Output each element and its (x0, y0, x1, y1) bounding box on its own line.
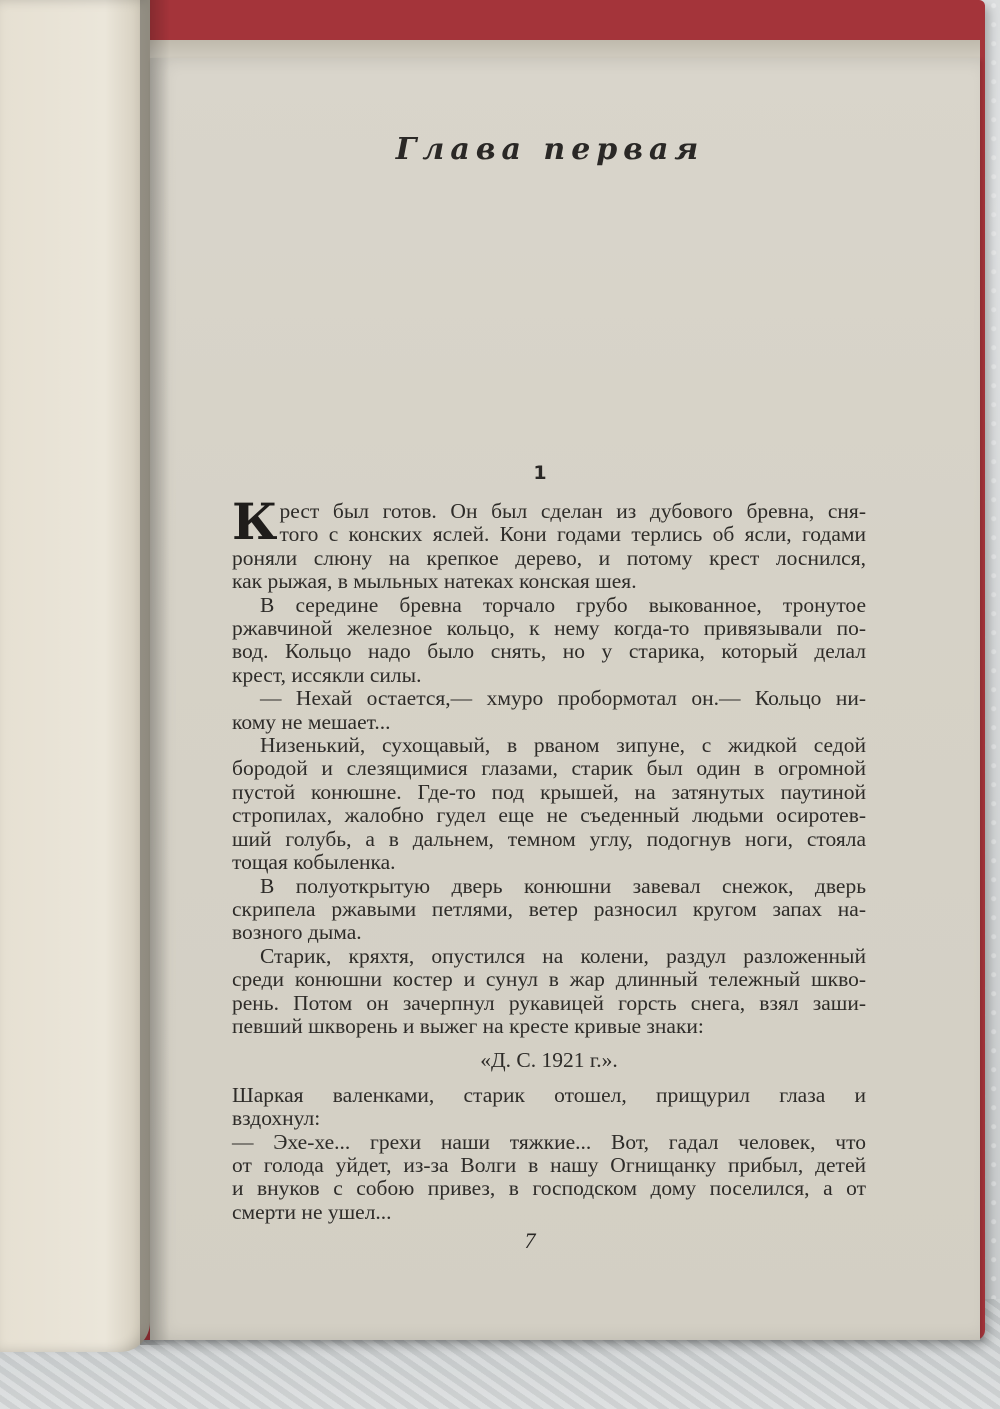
text-line: стропилах, жалобно гудел еще не съеденный людьми осиротев- (232, 803, 866, 828)
spine-shadow (140, 0, 170, 1345)
drop-cap: К (232, 492, 278, 551)
paragraph-8 (232, 1131, 866, 1225)
text-line: — Эхе-хе... грехи наши тяжкие... Вот, гадал человек, что (232, 1129, 866, 1154)
paragraph-2 (232, 594, 866, 688)
text-line: вод. Кольцо надо было снять, но у старика, который делал (232, 639, 866, 664)
paragraph-7 (232, 1084, 866, 1131)
left-page (0, 0, 150, 1352)
page-number: 7 (524, 1228, 536, 1253)
inscription: «Д. С. 1921 г.». (480, 1048, 618, 1073)
text-line: и внуков с собою привез, в господском дому поселился, а от (232, 1176, 866, 1201)
text-line: пустой конюшне. Где-то под крышей, на затянутых паутиной (232, 779, 866, 804)
text-line: как рыжая, в мыльных натеках конская шея. (232, 569, 637, 594)
paragraph-5 (232, 875, 866, 945)
body-text (232, 492, 866, 1224)
text-line: того с конских яслей. Кони годами терлись об ясли, годами (279, 522, 866, 547)
text-line: Старик, кряхтя, опустился на колени, раздул разложенный (260, 943, 866, 968)
text-line: вздохнул: (232, 1106, 321, 1131)
text-line: В середине бревна торчало грубо выкованное, тронутое (260, 592, 866, 617)
text-line: от голода уйдет, из-за Волги в нашу Огнищанку прибыл, детей (232, 1152, 866, 1177)
text-line: роняли слюну на крепкое дерево, и потому крест лоснился, (232, 545, 866, 570)
text-line: кому не мешает... (232, 709, 391, 734)
text-line: певший шкворень и выжег на кресте кривые знаки: (232, 1013, 704, 1038)
text-line: — Нехай остается,— хмуро пробормотал он.— Кольцо ни- (260, 686, 866, 711)
text-line: среди конюшни костер и сунул в жар длинный тележный шкво- (232, 967, 866, 992)
text-line: рень. Потом он зачерпнул рукавицей горсть снега, взял заши- (232, 990, 866, 1015)
text-line: Шаркая валенками, старик отошел, прищурил глаза и (232, 1082, 866, 1107)
text-line: тощая кобыленка. (232, 850, 396, 875)
text-line: В полуоткрытую дверь конюшни завевал снежок, дверь (260, 873, 866, 898)
text-line: крест, иссякли силы. (232, 662, 422, 687)
text-line: смерти не ушел... (232, 1199, 392, 1224)
text-line: скрипела ржавыми петлями, ветер разносил кругом запах на- (232, 896, 866, 921)
text-line: бородой и слезящимися глазами, старик был один в огромной (232, 756, 866, 781)
paragraph-4 (232, 734, 866, 874)
paragraph-3 (232, 687, 866, 734)
paragraph-1 (232, 492, 866, 594)
text-line: ший голубь, а в дальнем, темном углу, подогнув ноги, стояла (232, 826, 866, 851)
text-line: рест был готов. Он был сделан из дубового бревна, сня- (279, 499, 866, 523)
text-line: возного дыма. (232, 920, 362, 945)
text-line: ржавчиной железное кольцо, к нему когда-то привязывали по- (232, 616, 866, 641)
paragraph-6 (232, 945, 866, 1039)
text-line: Низенький, сухощавый, в рваном зипуне, с жидкой седой (260, 733, 866, 758)
chapter-title: Глава первая (395, 132, 705, 167)
section-number: 1 (533, 462, 547, 484)
